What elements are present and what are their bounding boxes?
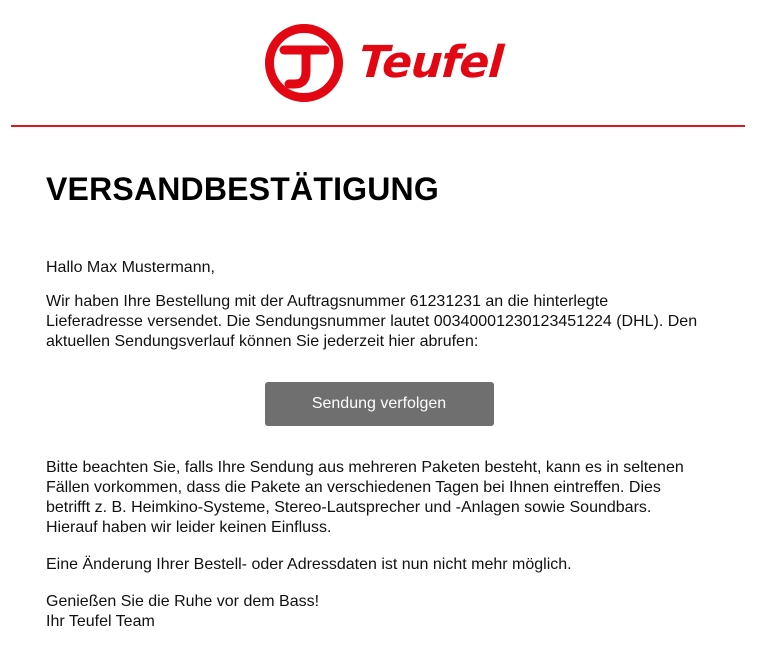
email-body [46,170,706,632]
email-header [0,0,758,126]
track-shipment-button[interactable]: Sendung verfolgen [265,382,494,426]
change-not-possible-text: Eine Änderung Ihrer Bestell- oder Adressdaten ist nun nicht mehr möglich. [46,556,572,573]
page-title: VERSANDBESTÄTIGUNG [46,171,439,207]
tracking-button-row [0,382,758,426]
email-closing [46,592,706,632]
shipping-intro-text: Wir haben Ihre Bestellung mit der Auftragsnummer 61231231 an die hinterlegte Lieferadresse versendet. Die Sendungsnummer lautet 00340001230123451224 (DHL). Den aktuellen Sendungsverlauf können Sie jederzeit hier abrufen: [46,293,698,350]
multi-package-notice: Bitte beachten Sie, falls Ihre Sendung aus mehreren Paketen besteht, kann es in seltenen Fällen vorkommen, dass die Pakete an verschiedenen Tagen bei Ihnen eintreffen. Dies betrifft z. B. Heimkino-Systeme, Stereo-Lautsprecher und -Anlagen sowie Soundbars. Hierauf haben wir leider keinen Einfluss. [46,459,684,536]
greeting-text: Hallo Max Mustermann, [46,259,215,276]
teufel-logo[interactable] [263,22,503,104]
signature-line: Ihr Teufel Team [46,613,155,630]
brand-wordmark: Teufel [357,37,505,88]
teufel-t-circle-icon [263,22,345,104]
header-divider [11,125,745,127]
closing-line: Genießen Sie die Ruhe vor dem Bass! [46,593,320,610]
